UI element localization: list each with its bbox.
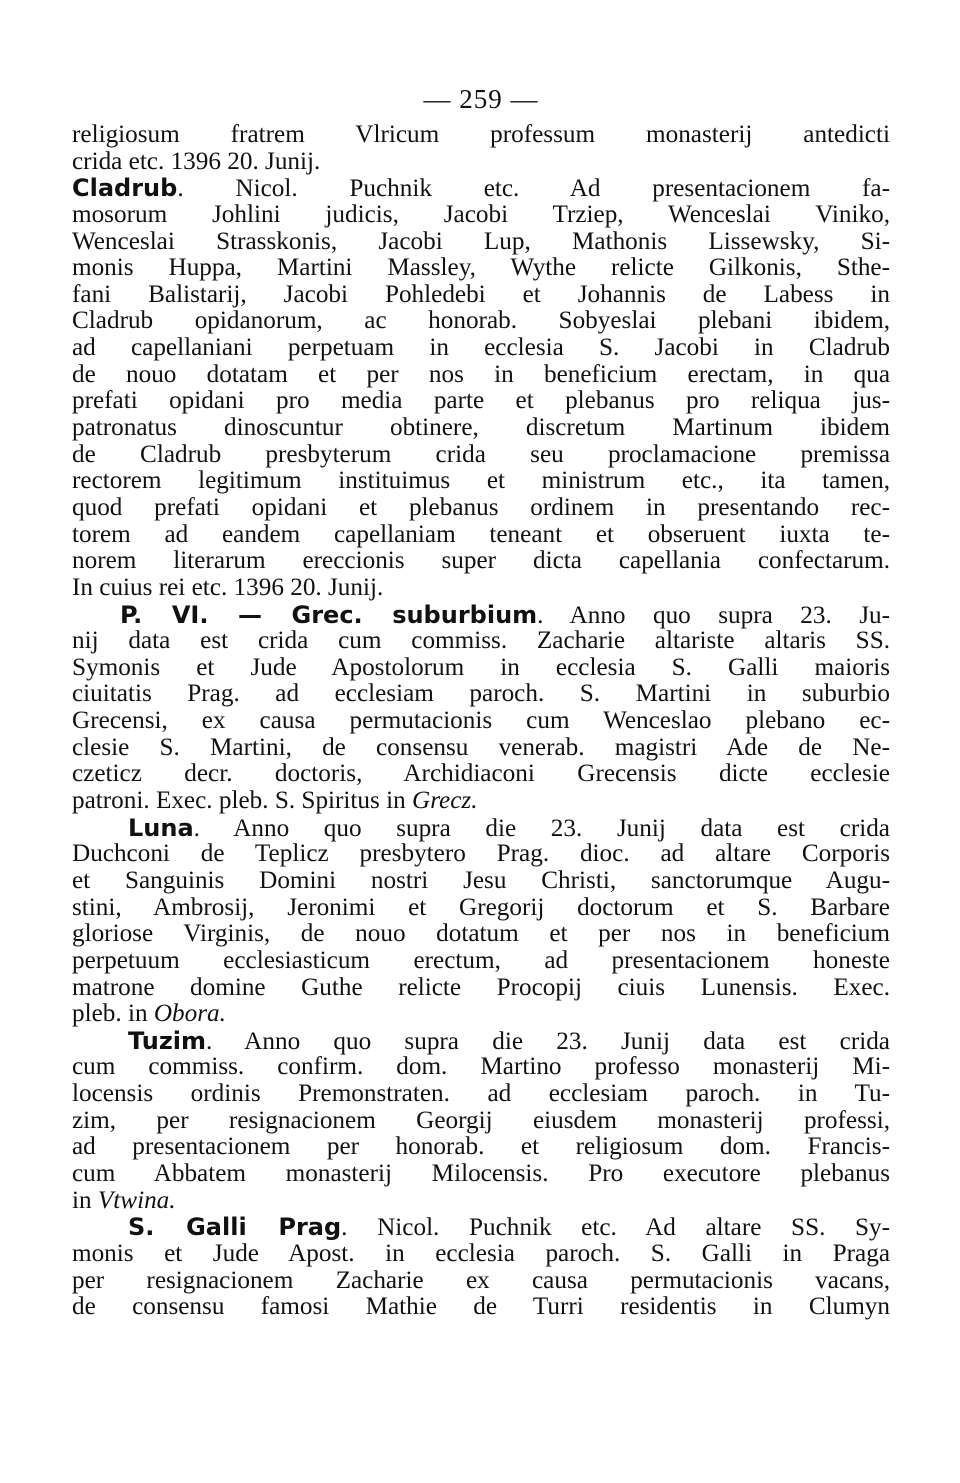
text-line [72, 1161, 890, 1188]
line-text: . Nicol. Puchnik etc. Ad altare SS. Sy- [341, 1214, 890, 1242]
text-line [72, 921, 890, 948]
line-text: . Anno quo supra die 23. Junij data est crida [193, 814, 890, 842]
text-line [72, 468, 890, 495]
line-text: Duchconi de Teplicz presbytero Prag. dioc. ad altare Corporis [72, 840, 890, 868]
text-line [72, 1054, 890, 1081]
text-line [72, 1188, 890, 1215]
line-text: patroni. Exec. pleb. S. Spiritus in [72, 787, 412, 815]
text-line [72, 1268, 890, 1295]
text-line [72, 1028, 890, 1055]
line-text: de Cladrub presbyterum crida seu proclamacione premissa [72, 440, 890, 468]
line-text: rectorem legitimum instituimus et ministrum etc., ita tamen, [72, 467, 890, 495]
line-text: et Sanguinis Domini nostri Jesu Christi, sanctorumque Augu- [72, 866, 890, 894]
entry-heading: S. Galli Prag [128, 1213, 342, 1242]
line-text: czeticz decr. doctoris, Archidiaconi Grecensis dicte ecclesie [72, 760, 890, 788]
entry-heading: Luna [128, 813, 194, 842]
text-line [72, 602, 890, 629]
line-text: gloriose Virginis, de nouo dotatum et per nos in beneficium [72, 920, 890, 948]
line-text: pleb. in [72, 1000, 154, 1028]
text-line [72, 815, 890, 842]
line-text: Cladrub opidanorum, ac honorab. Sobyeslai plebani ibidem, [72, 307, 890, 335]
line-text: stini, Ambrosij, Jeronimi et Gregorij doctorum et S. Barbare [72, 893, 890, 921]
text-line [72, 1134, 890, 1161]
text-line [72, 1214, 890, 1241]
line-text: religiosum fratrem Vlricum professum monasterij antedicti [72, 121, 890, 148]
line-text: prefati opidani pro media parte et plebanus pro reliqua jus- [72, 387, 890, 415]
line-text: Wenceslai Strasskonis, Jacobi Lup, Mathonis Lissewsky, Si- [72, 227, 890, 255]
italic-text: Vtwina. [97, 1186, 176, 1214]
text-body [72, 122, 890, 1321]
text-line [72, 149, 890, 176]
line-text: nij data est crida cum commiss. Zacharie altariste altaris SS. [72, 627, 890, 655]
line-text: locensis ordinis Premonstraten. ad ecclesiam paroch. in Tu- [72, 1080, 890, 1108]
text-line [72, 415, 890, 442]
line-text: fani Balistarij, Jacobi Pohledebi et Johannis de Labess in [72, 280, 890, 308]
line-text: in [72, 1186, 98, 1214]
line-text: ad presentacionem per honorab. et religiosum dom. Francis- [72, 1133, 890, 1161]
line-text: monis Huppa, Martini Massley, Wythe relicte Gilkonis, Sthe- [72, 254, 890, 282]
line-text: cum Abbatem monasterij Milocensis. Pro executore plebanus [72, 1159, 890, 1187]
text-line [72, 202, 890, 229]
text-line [72, 841, 890, 868]
text-line [72, 522, 890, 549]
text-line [72, 975, 890, 1002]
text-line [72, 282, 890, 309]
entry-heading: P. VI. — Grec. suburbium [120, 600, 538, 629]
text-line [72, 1294, 890, 1321]
line-text: ciuitatis Prag. ad ecclesiam paroch. S. Martini in suburbio [72, 680, 890, 708]
line-text: . Anno quo supra die 23. Junij data est crida [206, 1027, 890, 1055]
line-text: Grecensi, ex causa permutacionis cum Wenceslao plebano ec- [72, 707, 890, 735]
line-text: clesie S. Martini, de consensu venerab. magistri Ade de Ne- [72, 733, 890, 761]
text-line [72, 442, 890, 469]
line-text: patronatus dinoscuntur obtinere, discretum Martinum ibidem [72, 414, 890, 442]
text-line [72, 175, 890, 202]
line-text: . Nicol. Puchnik etc. Ad presentacionem fa- [177, 175, 890, 203]
text-line [72, 895, 890, 922]
line-text: monis et Jude Apost. in ecclesia paroch. S. Galli in Praga [72, 1239, 890, 1267]
text-line [72, 628, 890, 655]
text-line [72, 681, 890, 708]
text-line [72, 761, 890, 788]
line-text: In cuius rei etc. 1396 20. Junij. [72, 573, 384, 601]
text-line [72, 868, 890, 895]
text-line [72, 1001, 890, 1028]
text-line [72, 255, 890, 282]
text-line [72, 362, 890, 389]
italic-text: Obora. [153, 1000, 226, 1028]
text-line [72, 388, 890, 415]
line-text: quod prefati opidani et plebanus ordinem in presentando rec- [72, 493, 890, 521]
text-line [72, 229, 890, 256]
text-line [72, 495, 890, 522]
line-text: de nouo dotatam et per nos in beneficium erectam, in qua [72, 360, 890, 388]
text-line [72, 1241, 890, 1268]
page-number: — 259 — [423, 84, 539, 114]
text-line [72, 708, 890, 735]
line-text: norem literarum ereccionis super dicta capellania confectarum. [72, 547, 890, 575]
document-page [72, 82, 890, 1321]
text-line [72, 122, 890, 149]
line-text: zim, per resignacionem Georgij eiusdem monasterij professi, [72, 1106, 890, 1134]
line-text: ad capellaniani perpetuam in ecclesia S. Jacobi in Cladrub [72, 334, 890, 362]
line-text: perpetuum ecclesiasticum erectum, ad presentacionem honeste [72, 946, 890, 974]
line-text: mosorum Johlini judicis, Jacobi Trziep, Wenceslai Viniko, [72, 200, 890, 228]
entry-heading: Cladrub [72, 174, 178, 203]
text-line [72, 335, 890, 362]
italic-text: Grecz. [412, 787, 478, 815]
text-line [72, 948, 890, 975]
entry-heading: Tuzim [128, 1026, 207, 1055]
line-text: matrone domine Guthe relicte Procopij ciuis Lunensis. Exec. [72, 973, 890, 1001]
line-text: Symonis et Jude Apostolorum in ecclesia S. Galli maioris [72, 653, 890, 681]
text-line [72, 1081, 890, 1108]
text-line [72, 655, 890, 682]
text-line [72, 308, 890, 335]
line-text: de consensu famosi Mathie de Turri residentis in Clumyn [72, 1293, 890, 1321]
text-line [72, 788, 890, 815]
text-line [72, 575, 890, 602]
line-text: per resignacionem Zacharie ex causa permutacionis vacans, [72, 1266, 890, 1294]
line-text: crida etc. 1396 20. Junij. [72, 147, 321, 175]
text-line [72, 1108, 890, 1135]
text-line [72, 548, 890, 575]
line-text: . Anno quo supra 23. Ju- [537, 601, 890, 629]
line-text: cum commiss. confirm. dom. Martino professo monasterij Mi- [72, 1053, 890, 1081]
line-text: torem ad eandem capellaniam teneant et obseruent iuxta te- [72, 520, 890, 548]
text-line [72, 735, 890, 762]
